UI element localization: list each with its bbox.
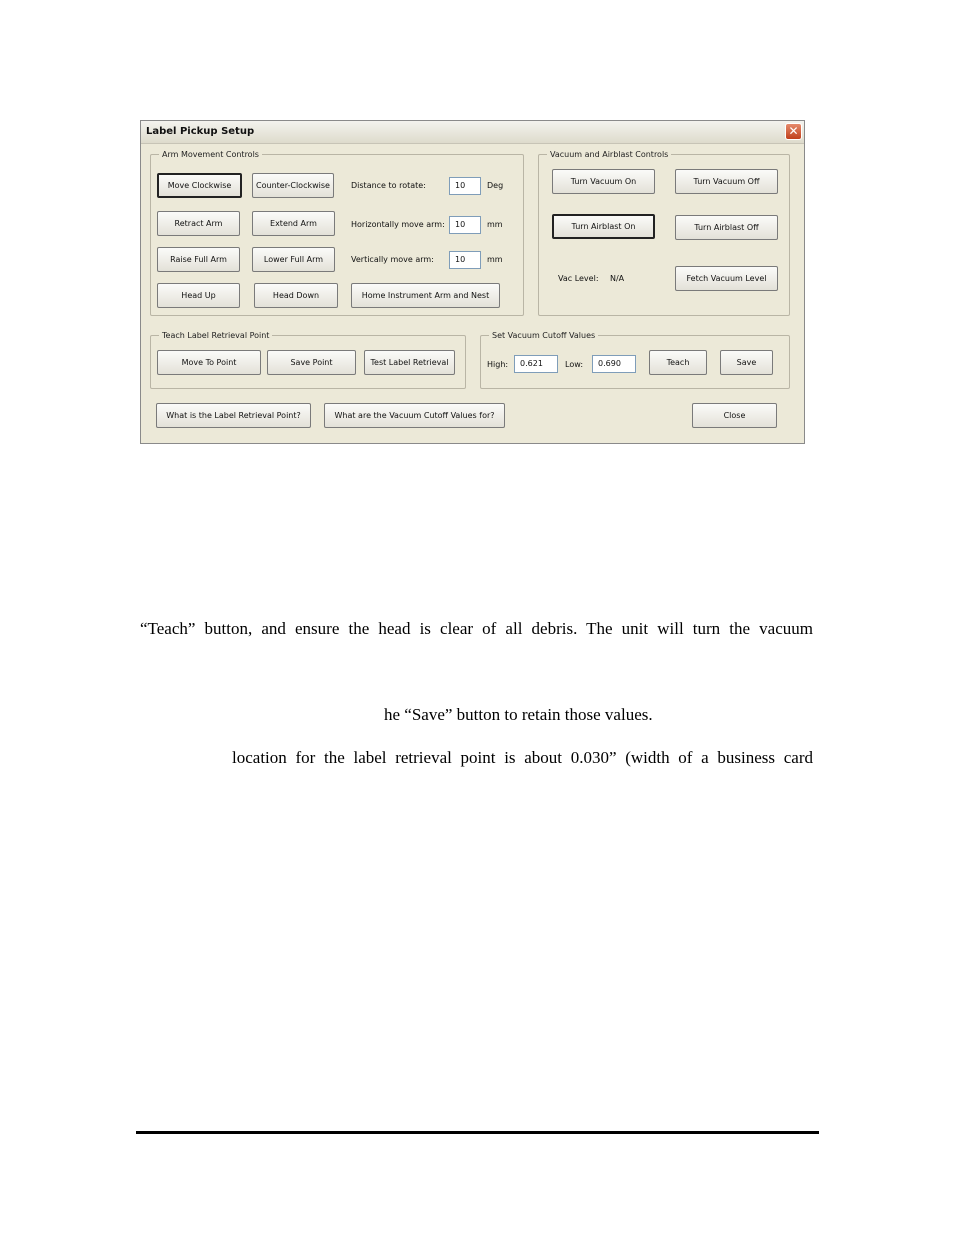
what-is-retrieval-point-button[interactable]: What is the Label Retrieval Point? [156, 403, 311, 428]
document-line-save: he “Save” button to retain those values. [384, 705, 653, 724]
vertical-move-input[interactable]: 10 [449, 251, 481, 269]
vac-level-label: Vac Level: [558, 274, 599, 283]
low-cutoff-input[interactable]: 0.690 [592, 355, 636, 373]
dialog-title: Label Pickup Setup [146, 126, 255, 137]
document-line-location: location for the label retrieval point is about 0.030” (width of a business card [232, 748, 813, 767]
head-down-button[interactable]: Head Down [254, 283, 338, 308]
horizontal-move-input[interactable]: 10 [449, 216, 481, 234]
move-to-point-button[interactable]: Move To Point [157, 350, 261, 375]
save-cutoff-button[interactable]: Save [720, 350, 773, 375]
label-pickup-setup-dialog [140, 120, 805, 444]
vac-level-value: N/A [610, 274, 625, 283]
save-point-button[interactable]: Save Point [267, 350, 356, 375]
teach-retrieval-legend: Teach Label Retrieval Point [162, 331, 270, 340]
teach-cutoff-button[interactable]: Teach [649, 350, 707, 375]
vacuum-cutoff-legend: Set Vacuum Cutoff Values [492, 331, 596, 340]
rotate-unit: Deg [487, 181, 504, 190]
move-clockwise-button[interactable]: Move Clockwise [157, 173, 242, 198]
arm-movement-legend: Arm Movement Controls [162, 150, 259, 159]
high-label: High: [487, 360, 509, 369]
vacuum-airblast-legend: Vacuum and Airblast Controls [550, 150, 669, 159]
what-are-cutoff-values-button[interactable]: What are the Vacuum Cutoff Values for? [324, 403, 505, 428]
test-label-retrieval-button[interactable]: Test Label Retrieval [364, 350, 455, 375]
raise-full-arm-button[interactable]: Raise Full Arm [157, 247, 240, 272]
horizontal-move-label: Horizontally move arm: [351, 220, 445, 229]
turn-vacuum-on-button[interactable]: Turn Vacuum On [552, 169, 655, 194]
turn-vacuum-off-button[interactable]: Turn Vacuum Off [675, 169, 778, 194]
fetch-vacuum-level-button[interactable]: Fetch Vacuum Level [675, 266, 778, 291]
rotate-label: Distance to rotate: [351, 181, 426, 190]
turn-airblast-on-button[interactable]: Turn Airblast On [552, 214, 655, 239]
extend-arm-button[interactable]: Extend Arm [252, 211, 335, 236]
counter-clockwise-button[interactable]: Counter-Clockwise [252, 173, 334, 198]
horizontal-move-unit: mm [487, 220, 503, 229]
rotate-distance-input[interactable]: 10 [449, 177, 481, 195]
retract-arm-button[interactable]: Retract Arm [157, 211, 240, 236]
title-bar[interactable] [141, 121, 804, 144]
lower-full-arm-button[interactable]: Lower Full Arm [252, 247, 335, 272]
vertical-move-label: Vertically move arm: [351, 255, 434, 264]
document-line-teach: “Teach” button, and ensure the head is clear of all debris. The unit will turn the vacuum [140, 619, 813, 638]
low-label: Low: [565, 360, 584, 369]
home-instrument-button[interactable]: Home Instrument Arm and Nest [351, 283, 500, 308]
head-up-button[interactable]: Head Up [157, 283, 240, 308]
footer-rule [136, 1131, 819, 1134]
close-window-icon[interactable]: ✕ [785, 123, 802, 140]
vertical-move-unit: mm [487, 255, 503, 264]
turn-airblast-off-button[interactable]: Turn Airblast Off [675, 215, 778, 240]
close-button[interactable]: Close [692, 403, 777, 428]
high-cutoff-input[interactable]: 0.621 [514, 355, 558, 373]
